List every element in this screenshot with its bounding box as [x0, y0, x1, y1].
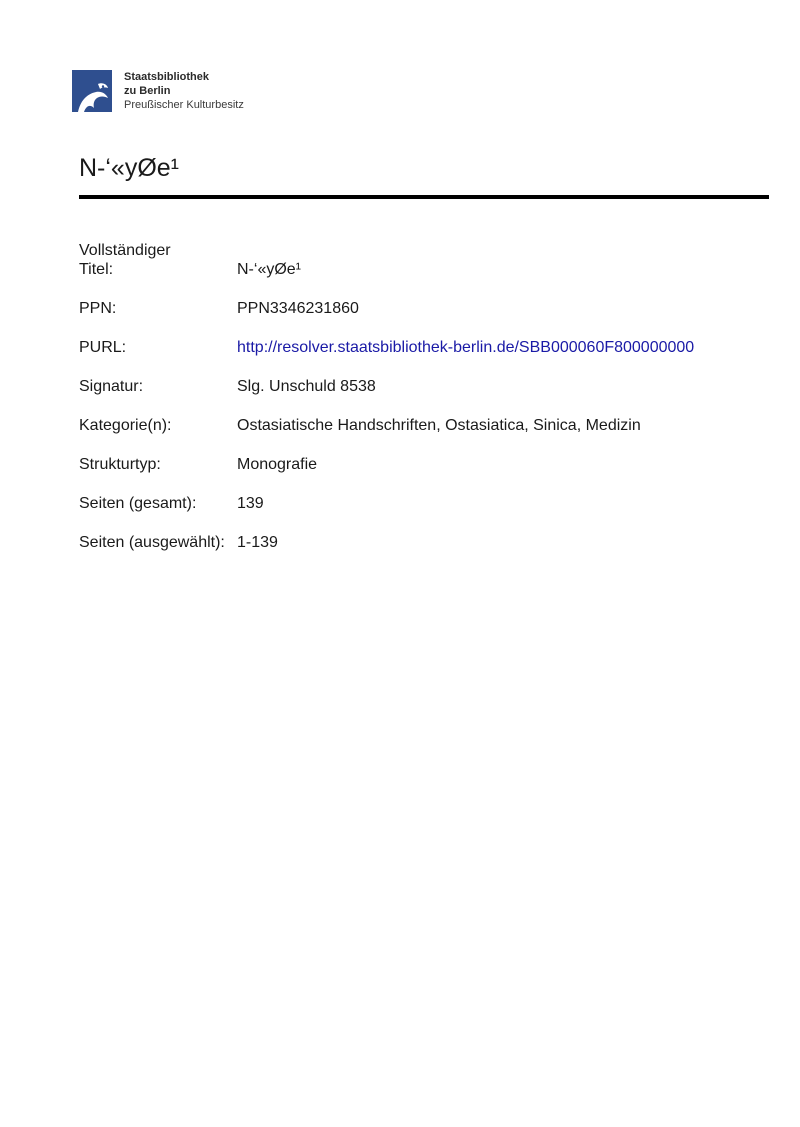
metadata-row-purl [79, 338, 769, 357]
metadata-row-pages-total [79, 494, 769, 513]
metadata-label-title-line1: Vollständiger [79, 242, 171, 259]
logo-text [124, 70, 244, 112]
metadata-value-title: N-‘«yØe¹ [237, 261, 302, 278]
metadata-label-pages-total: Seiten (gesamt): [79, 495, 197, 512]
metadata-value-pages-selected: 1-139 [237, 534, 278, 551]
metadata-row-structure-type [79, 455, 769, 474]
metadata-row-ppn [79, 299, 769, 318]
metadata-row-signature [79, 377, 769, 396]
metadata-label-categories: Kategorie(n): [79, 417, 172, 434]
library-logo [72, 70, 244, 112]
logo-name-line1: Staatsbibliothek [124, 71, 209, 83]
metadata-label-ppn: PPN: [79, 300, 117, 317]
logo-subtitle: Preußischer Kulturbesitz [124, 99, 244, 111]
metadata-value-pages-total: 139 [237, 495, 264, 512]
metadata-value-ppn: PPN3346231860 [237, 300, 359, 317]
metadata-value-purl [237, 338, 769, 357]
metadata-label-pages-selected: Seiten (ausgewählt): [79, 534, 225, 551]
metadata-row-title [79, 241, 769, 279]
eagle-logo-icon [72, 70, 112, 112]
metadata-table [79, 241, 769, 552]
metadata-label-purl: PURL: [79, 339, 127, 356]
metadata-value-signature: Slg. Unschuld 8538 [237, 378, 376, 395]
logo-name-line2: zu Berlin [124, 85, 171, 97]
purl-link[interactable]: http://resolver.staatsbibliothek-berlin.de/SBB000060F800000000 [237, 339, 695, 356]
metadata-row-pages-selected [79, 533, 769, 552]
metadata-value-structure-type: Monografie [237, 456, 318, 473]
metadata-label-title-line2: Titel: [79, 261, 114, 278]
metadata-row-categories [79, 416, 769, 435]
metadata-value-categories: Ostasiatische Handschriften, Ostasiatica, Sinica, Medizin [237, 417, 641, 434]
metadata-label-signature: Signatur: [79, 378, 144, 395]
title-divider [79, 195, 769, 199]
metadata-label-title [79, 241, 237, 279]
page-title: N-‘«yØe¹ [79, 154, 180, 182]
metadata-label-structure-type: Strukturtyp: [79, 456, 161, 473]
